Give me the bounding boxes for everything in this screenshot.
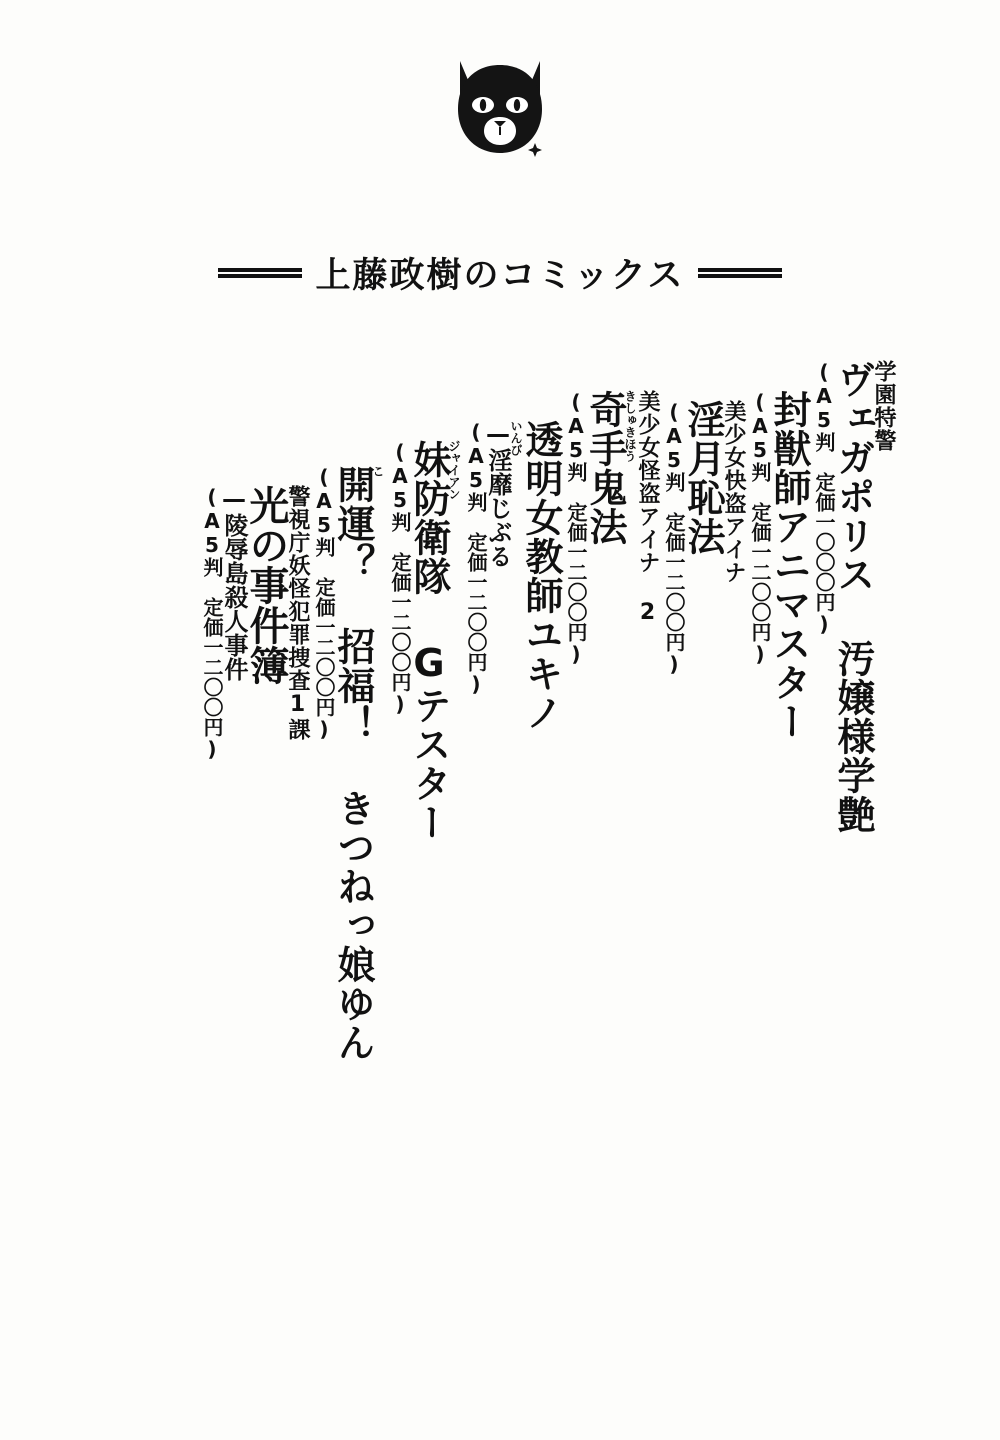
book-price: (A5判 定価一二〇〇円) [748, 390, 772, 666]
book-price: (A5判 定価一二〇〇円) [312, 465, 336, 741]
book-ruby: こ [371, 465, 385, 477]
book-subtitle: —淫靡じぶる [484, 420, 512, 568]
book-title: 淫月恥法 [681, 400, 725, 556]
book-title: ヴェガポリス 汚嬢様学艶 [831, 360, 875, 834]
list-item [464, 420, 563, 732]
book-ruby: いんび [509, 420, 523, 456]
book-price: (A5判 定価一二〇〇円) [200, 485, 224, 761]
list-item [202, 485, 308, 761]
book-title: 妹防衛隊 Gテスター [407, 440, 451, 842]
book-ruby: きしゅきほう [623, 390, 637, 462]
list-item [664, 400, 744, 676]
book-title: 開運？ 招福！ きつねっ娘ゆん [331, 465, 375, 1062]
book-series: 警視庁妖怪犯罪捜査1課 [285, 485, 310, 741]
heading-title: 上藤政樹のコミックス [315, 256, 685, 296]
book-price: (A5判 定価一二〇〇円) [464, 420, 488, 696]
cat-head-icon [446, 55, 554, 163]
list-item [814, 360, 894, 834]
heading-rule-left [218, 268, 302, 278]
book-subtitle: —陵辱島殺人事件 [220, 485, 248, 681]
book-title: 封獣師アニマスター [767, 390, 811, 741]
book-title: 光の事件簿 [243, 485, 289, 685]
book-ruby: ジャイアン [447, 440, 461, 500]
book-series: 美少女怪盗アイナ 2 [635, 390, 660, 626]
publisher-logo [0, 55, 1000, 163]
list-item [566, 390, 658, 666]
list-item [314, 465, 384, 1062]
book-price: (A5判 定価一〇〇〇円) [812, 360, 836, 636]
heading-rule-right [698, 268, 782, 278]
book-price: (A5判 定価一二〇〇円) [388, 440, 412, 716]
list-item [748, 390, 811, 741]
book-series: 美少女快盗アイナ [721, 400, 746, 584]
book-price: (A5判 定価一二〇〇円) [662, 400, 686, 676]
list-item [390, 440, 460, 842]
book-list [120, 360, 900, 1240]
book-price: (A5判 定価一二〇〇円) [564, 390, 588, 666]
book-title: 透明女教師ユキノ [519, 420, 563, 732]
section-heading [0, 248, 1000, 298]
book-series: 学園特警 [871, 360, 896, 452]
book-title: 奇手鬼法 [583, 390, 627, 546]
